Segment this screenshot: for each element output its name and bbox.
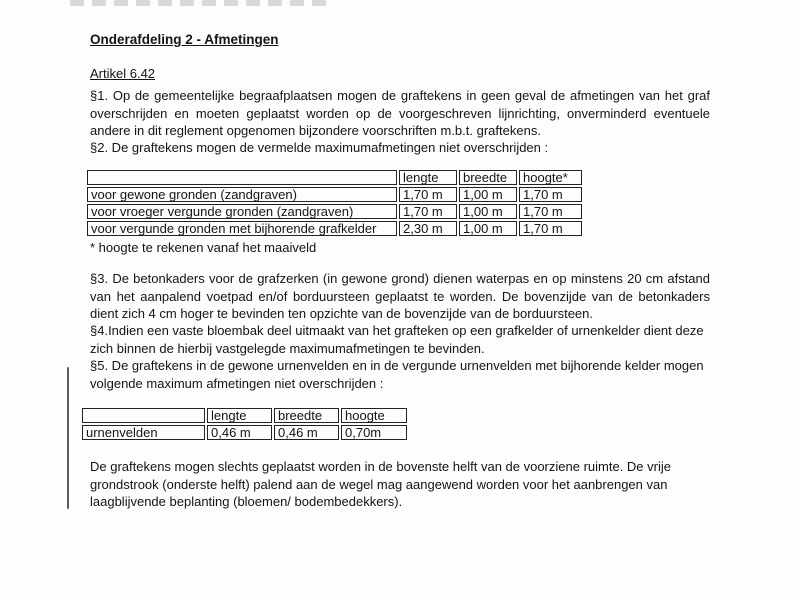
urn-dimensions-table [80,406,409,442]
table-header-cell: hoogte [341,408,407,423]
paragraph-3: §3. De betonkaders voor de grafzerken (in gewone grond) dienen waterpas en op minstens 20 cm afstand van het aanpalend voetpad en/of borduursteen geplaatst te worden. De bovenzijde van de betonkaders dient zich 4 cm hoger te bevinden ten opzichte van de bovenzijde van de borduursteen. [90,271,710,321]
table-header-row [82,408,407,423]
table-cell: 1,70 m [519,187,582,202]
margin-pen-mark [67,367,69,509]
table-row [82,425,407,440]
article-title: Artikel 6.42 [90,66,156,81]
table-cell: 1,70 m [519,221,582,236]
table-cell: urnenvelden [82,425,205,440]
paragraph-1: §1. Op de gemeentelijke begraafplaatsen mogen de graftekens in geen geval de afmetingen van het graf overschrijden en moeten geplaatst worden op de voorgeschreven lijnrichting, onverminderd eventuele andere in dit reglement opgenomen bijzondere voorschriften m.b.t. graftekens. [90,88,710,138]
paragraph-5: §5. De graftekens in de gewone urnenvelden en in de vergunde urnenvelden met bijhorende kelder mogen volgende maximum afmetingen niet overschrijden : [90,358,704,391]
table-row [87,221,582,236]
section-heading: Onderafdeling 2 - Afmetingen [90,32,279,47]
table-header-cell: breedte [274,408,339,423]
paragraph-4: §4.Indien een vaste bloembak deel uitmaakt van het grafteken op een grafkelder of urnenkelder dient deze zich binnen de hierbij vastgelegde maximumafmetingen te bevinden. [90,323,704,356]
height-footnote: * hoogte te rekenen vanaf het maaiveld [90,240,317,255]
table-cell: voor gewone gronden (zandgraven) [87,187,397,202]
table-header-cell: lengte [399,170,457,185]
paragraph-2: §2. De graftekens mogen de vermelde maximumafmetingen niet overschrijden : [90,140,549,155]
table-cell: 2,30 m [399,221,457,236]
table-cell: 0,70m [341,425,407,440]
table-row [87,187,582,202]
table-cell: 1,00 m [459,204,517,219]
table-header-row [87,170,582,185]
table-header-cell: hoogte* [519,170,582,185]
table-cell: 0,46 m [207,425,272,440]
table-cell: voor vergunde gronden met bijhorende grafkelder [87,221,397,236]
scan-artifact [70,0,330,6]
paragraph-6: De graftekens mogen slechts geplaatst worden in de bovenste helft van de voorziene ruimte. De vrije grondstrook (onderste helft) palend aan de wegel mag aangewend worden voor het aanbrengen van laagblijvende beplanting (bloemen/ bodembedekkers). [90,459,671,509]
dimensions-table [85,168,584,238]
table-cell: 1,00 m [459,221,517,236]
table-row [87,204,582,219]
table-cell: 1,70 m [399,187,457,202]
table-header-cell [82,408,205,423]
table-cell: 1,70 m [399,204,457,219]
table-cell: 1,00 m [459,187,517,202]
table-cell: 0,46 m [274,425,339,440]
table-cell: 1,70 m [519,204,582,219]
table-cell: voor vroeger vergunde gronden (zandgraven) [87,204,397,219]
table-header-cell [87,170,397,185]
table-header-cell: breedte [459,170,517,185]
table-header-cell: lengte [207,408,272,423]
